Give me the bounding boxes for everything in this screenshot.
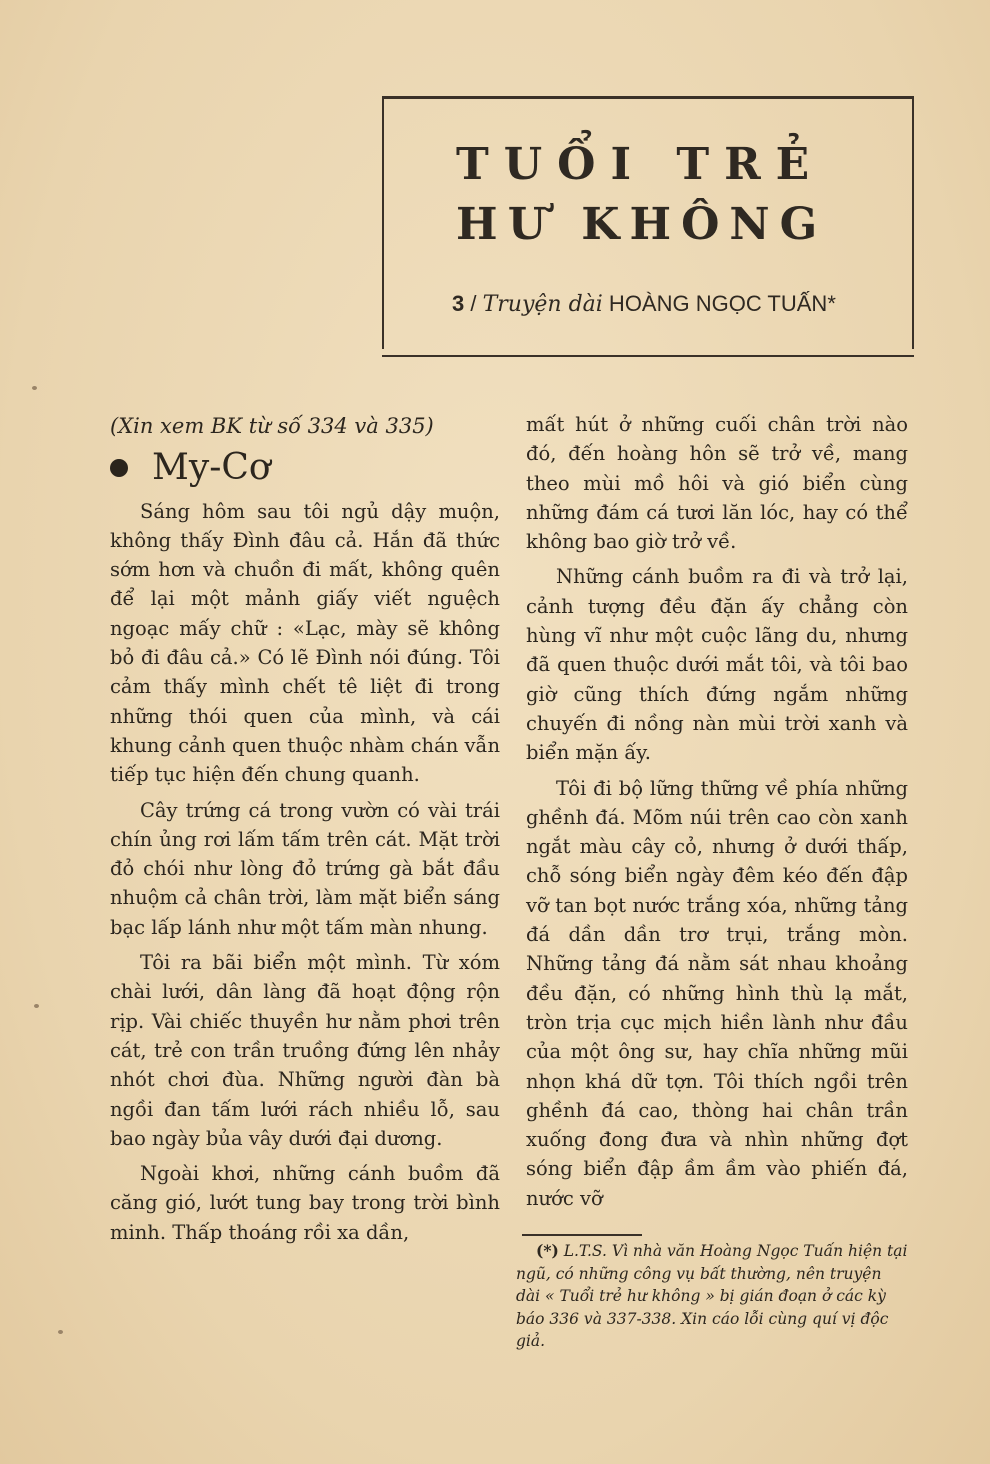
previous-issues-reference: (Xin xem BK từ số 334 và 335) xyxy=(110,414,434,438)
editor-footnote xyxy=(516,1240,908,1353)
section-heading xyxy=(110,447,500,489)
footnote-mark: (*) xyxy=(536,1241,559,1260)
installment-number: 3 xyxy=(452,291,465,316)
paragraph: Ngoài khơi, những cánh buồm đã căng gió, lướt tung bay trong trời bình minh. Thấp thoáng rồi xa dần, xyxy=(110,1162,500,1244)
author-name: HOÀNG NGỌC TUẤN* xyxy=(602,291,836,316)
byline-separator: / xyxy=(464,291,483,316)
paragraph: Sáng hôm sau tôi ngủ dậy muộn, không thấy Đình đâu cả. Hắn đã thức sớm hơn và chuồn đi mất, không quên để lại một mảnh giấy viết nguệch ngoạc mấy chữ : «Lạc, mày sẽ không bỏ đi đâu cả.» Có lẽ Đình nói đúng. Tôi cảm thấy mình chết tê liệt đi trong những thói quen của mình, và cái khung cảnh quen thuộc nhàm chán vẫn tiếp tục hiện đến chung quanh. xyxy=(110,499,501,787)
section-title: My-Cơ xyxy=(152,447,271,489)
paper-speck xyxy=(32,386,37,390)
right-column xyxy=(526,410,908,1213)
story-title-line1: TUỔI TRẺ xyxy=(456,139,825,190)
footnote-text: L.T.S. Vì nhà văn Hoàng Ngọc Tuấn hiện tại ngũ, có những công vụ bất thường, nên truyện dài « Tuổi trẻ hư không » bị gián đoạn ở các kỳ báo 336 và 337-338. Xin cáo lỗi cùng quí vị độc giả. xyxy=(516,1242,908,1350)
left-column xyxy=(110,412,500,1247)
bullet-icon xyxy=(110,459,128,477)
paper-speck xyxy=(58,1330,63,1334)
paragraph: Những cánh buồm ra đi và trở lại, cảnh tượng đều đặn ấy chẳng còn hùng vĩ như một cuộc lãng du, nhưng đã quen thuộc dưới mắt tôi, và tôi bao giờ cũng thích đứng ngắm những chuyến đi nồng nàn mùi trời xanh và biển mặn ấy. xyxy=(526,565,908,765)
paragraph: mất hút ở những cuối chân trời nào đó, đến hoàng hôn sẽ trở về, mang theo mùi mồ hôi và gió biển cùng những đám cá tươi lăn lóc, hay có thể không bao giờ trở về. xyxy=(526,413,908,554)
footnote-divider xyxy=(522,1234,642,1236)
paragraph: Tôi ra bãi biển một mình. Từ xóm chài lưới, dân làng đã hoạt động rộn rịp. Vài chiếc thuyền hư nằm phơi trên cát, trẻ con trần truồng đứng lên nhảy nhót chơi đùa. Những người đàn bà ngồi đan tấm lưới rách nhiều lỗ, sau bao ngày bủa vây dưới đại dương. xyxy=(110,951,500,1150)
paper-speck xyxy=(34,1004,39,1008)
paragraph: Cây trứng cá trong vườn có vài trái chín ủng rơi lấm tấm trên cát. Mặt trời đỏ chói như lòng đỏ trứng gà bắt đầu nhuộm cả chân trời, làm mặt biển sáng bạc lấp lánh như một tấm màn nhung. xyxy=(110,798,500,939)
story-title-line2: HƯ KHÔNG xyxy=(456,199,828,250)
title-box xyxy=(382,96,914,349)
byline-genre: Truyện dài xyxy=(482,292,603,317)
paragraph: Tôi đi bộ lững thững về phía những ghềnh đá. Mõm núi trên cao còn xanh ngắt màu cây cỏ, nhưng ở dưới thấp, chỗ sóng biển ngày đêm kéo đến đập vỡ tan bọt nước trắng xóa, những tảng đá dần dần trơ trụi, trắng mòn. Những tảng đá nằm sát nhau khoảng đều đặn, có những hình thù lạ mắt, tròn trịa cục mịch hiền lành như đầu của một ông sư, hay chĩa những mũi nhọn khá dữ tợn. Tôi thích ngồi trên ghềnh đá cao, thòng hai chân trần xuống đong đưa và nhìn những đợt sóng biển đập ầm ầm vào phiến đá, nước vỡ xyxy=(526,776,908,1210)
byline xyxy=(452,291,836,317)
